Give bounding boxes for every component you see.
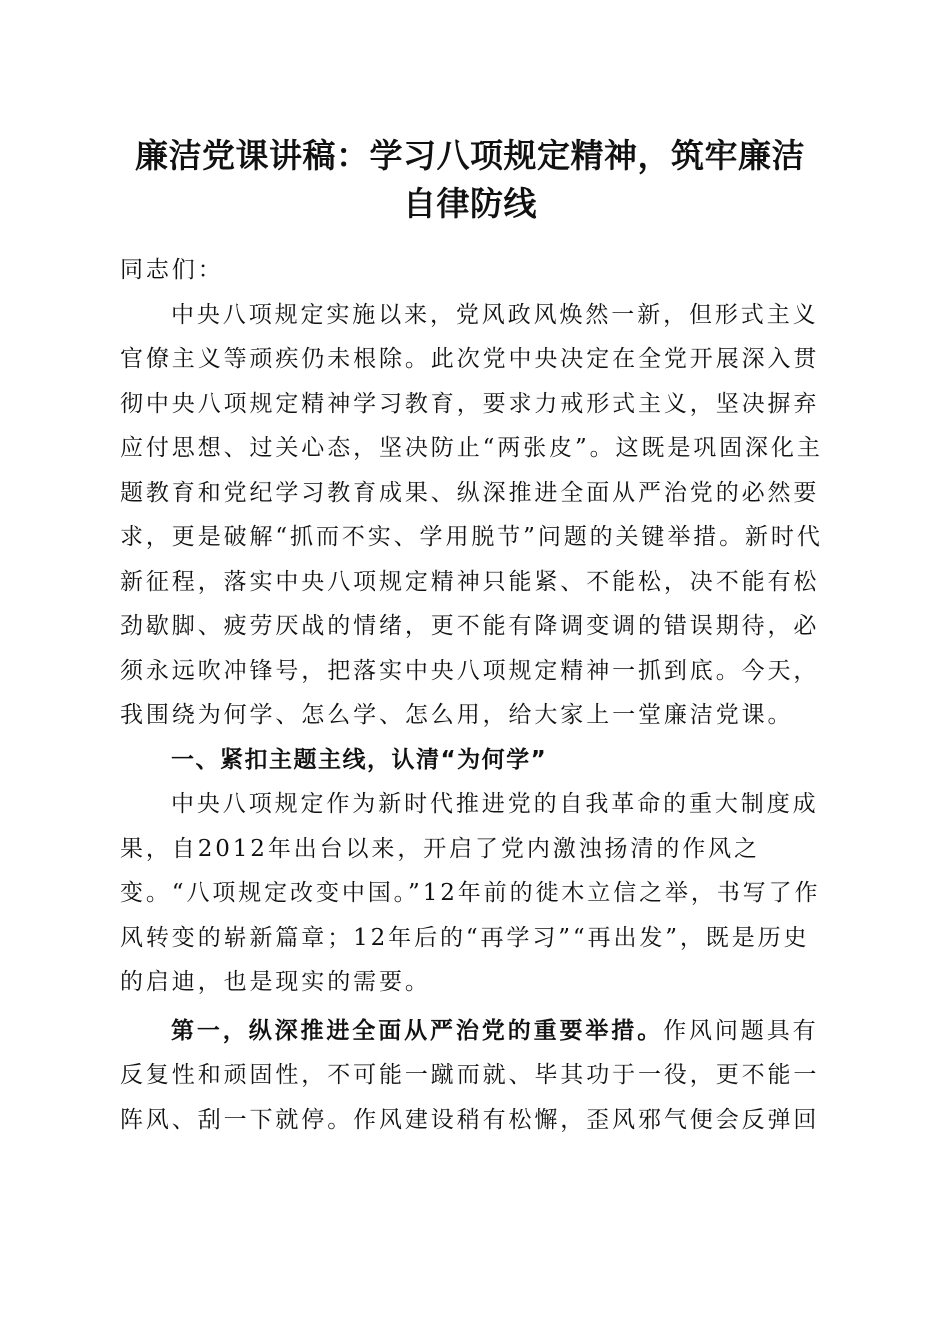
paragraph-body-text: 作风问题具有反复性和顽固性，不可能一蹴而就、毕其功于一役，更不能一阵风、刮一下就停。作风建设稍有松懈，歪风邪气便会反弹回 (120, 1017, 820, 1133)
section-heading-1: 一、紧扣主题主线，认清“为何学” (171, 746, 548, 773)
salutation: 同志们： (120, 257, 224, 283)
document-title-line-1: 廉洁党课讲稿：学习八项规定精神，筑牢廉洁 (135, 136, 805, 175)
paragraph-intro: 中央八项规定实施以来，党风政风焕然一新，但形式主义官僚主义等顽疾仍未根除。此次党中央决定在全党开展深入贯彻中央八项规定精神学习教育，要求力戒形式主义，坚决摒弃应付思想、过关心态，坚决防止“两张皮”。这既是巩固深化主题教育和党纪学习教育成果、纵深推进全面从严治党的必然要求，更是破解“抓而不实、学用脱节”问题的关键举措。新时代新征程，落实中央八项规定精神只能紧、不能松，决不能有松劲歇脚、疲劳厌战的情绪，更不能有降调变调的错误期待，必须永远吹冲锋号，把落实中央八项规定精神一抓到底。今天，我围绕为何学、怎么学、怎么用，给大家上一堂廉洁党课。 (120, 301, 823, 728)
document-body (120, 248, 830, 1142)
document-title-line-2: 自律防线 (403, 184, 537, 223)
paragraph-lead-sentence: 第一，纵深推进全面从严治党的重要举措。 (171, 1016, 664, 1044)
paragraph-why-learn: 中央八项规定作为新时代推进党的自我革命的重大制度成果，自2012年出台以来，开启了党内激浊扬清的作风之变。“八项规定改变中国。”12年前的徙木立信之举，书写了作风转变的崭新篇章；12年后的“再学习”“再出发”，既是历史的启迪，也是现实的需要。 (120, 791, 821, 995)
document-title (110, 132, 830, 228)
paragraph-first-point (120, 1009, 830, 1143)
